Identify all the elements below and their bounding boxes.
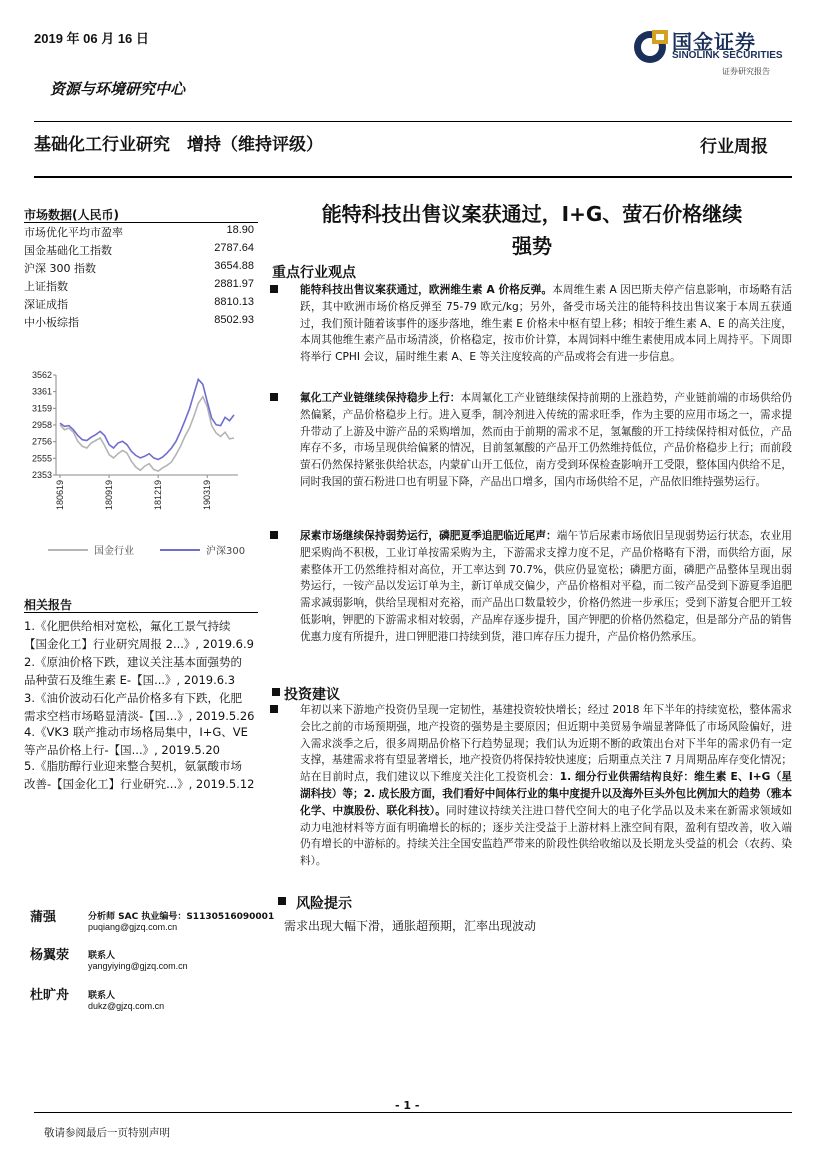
view-paragraph: 尿素市场继续保持弱势运行，磷肥夏季追肥临近尾声：端午节后尿素市场依旧呈现弱势运行状态，农业用肥采购尚不积极，工业订单按需采购为主，下游需求支撑力度不足，产品价格略有下滑，而供给方面，尿素整体开工仍然维持相对高位，开工率达到 70.7%，供应仍显宽松；磷肥方面，磷肥产品整体呈现出弱势运行，一铵产品以发运订单为主，新订单成交偏少，产品价格相对平稳，而二铵产品受到下游夏季追肥需求减弱影响，供给呈现相对充裕，而产品出口数量较少，价格仍然进一步承压；受到下游复合肥开工较低影响，钾肥的下游需求相对较弱，产品库存逐步提升，国产钾肥的价格仍然稳定，但是部分产品的销售优惠力度有所提升，进口钾肥港口持续到货，港口库存压力提升，产品价格仍然承压。: [272, 528, 792, 646]
key-views-heading: 重点行业观点: [272, 265, 356, 281]
bullet-icon: [270, 705, 278, 713]
view-paragraph: 氟化工产业链继续保持稳步上行：本周氟化工产业链继续保持前期的上涨趋势，产业链前端的市场供给仍然偏紧，产品价格稳步上行。进入夏季，制冷剂进入传统的需求旺季，作为主要的应用市场之一，需求提升带动了上游及中游产品的采购增加，然而由于前期的需求不足，氢氟酸的开工持续保持相对低位，产品库存不多，市场呈现供给偏紧的情况，目前氢氟酸的产品开工仍然维持低位，产品价格稳步上行；而前段萤石仍然保持紧张供给状态，内蒙矿山开工低位，南方受到环保检查影响开工受限，整体国内供给不足，同时我国的萤石粉进口也有明显下降，产品出口增多，国内市场供给不足，产品依旧维持强势运行。: [272, 390, 792, 491]
invest-paragraph: 年初以来下游地产投资仍呈现一定韧性，基建投资较快增长；经过 2018 年下半年的持续宽松，整体需求会比之前的市场预期强，地产投资的强势是主要原因；但近期中美贸易争端显著降低了市场风险偏好，进入需求淡季之后，很多周期品价格下行趋势显现；我们认为近期不断的政策出台对下半年的需求仍有一定支撑，基建需求将有望显著增长，地产投资仍将保持较快速度；后期重点关注 7 月周期品库存变化情况；站在目前时点，我们建议以下维度关注化工投资机会：1. 细分行业供需结构良好：维生素 E、I+G（星湖科技）等；2. 成长股方面，我们看好中间体行业的集中度提升以及海外巨头外包比例加大的趋势（雅本化学、中旗股份、联化科技）。同时建议持续关注进口替代空间大的电子化学品以及未来在新需求领域如动力电池材料等方面有明确增长的标的；逐步关注受益于上游材料上涨空间有限，盈利有望改善，收入端仍有增长的中游标的。持续关注全国安监趋严带来的阶段性供给收缩以及长期龙头受益的机会（农药、染料）。: [272, 702, 792, 870]
market-row: 市场优化平均市盈率 18.90: [24, 224, 254, 239]
report-title: 能特科技出售议案获通过，I+G、萤石价格继续 强势: [321, 202, 743, 258]
invest-heading: 投资建议: [284, 684, 340, 704]
logo-english-name: SINOLINK SECURITIES: [672, 50, 783, 61]
logo-mark-icon: [630, 26, 670, 68]
report-date: 2019 年 06 月 16 日: [34, 31, 149, 46]
series-line-industry: [60, 397, 234, 471]
related-report-item[interactable]: 1.《化肥供给相对宽松，氟化工景气持续 【国金化工】行业研究周报 2...》, 2019.6.9: [24, 619, 254, 651]
y-tick-label: 2958: [31, 419, 52, 430]
y-tick-label: 3562: [31, 370, 52, 380]
header-divider: [34, 121, 792, 122]
section-bullet-icon: [272, 688, 280, 696]
analyst-role: 联系人: [88, 951, 116, 961]
bullet-icon: [270, 531, 278, 539]
section-bullet-icon: [278, 897, 286, 905]
analyst-email[interactable]: puqiang@gjzq.com.cn: [88, 922, 178, 932]
view-paragraph: 能特科技出售议案获通过，欧洲维生素 A 价格反弹。本周维生素 A 因巴斯夫停产信息影响，市场略有活跃，其中欧洲市场价格反弹至 75-79 欧元/kg；另外，备受市场关注的能特科技出售议案于本周五获通过，我们预计随着该事件的逐步落地，维生素 E 价格未中枢有望上移；相较于维生素 A、E 的高关注度，本周其他维生素产品市场清淡，价格稳定，按市价计算，本周饲料中维生素使用成本同上周持平。下周即将举行 CPHI 会议，届时维生素 A、E 等关注度较高的产品或将会有进一步信息。: [272, 282, 792, 366]
logo-subtitle: 证券研究报告: [722, 67, 770, 76]
analyst-email[interactable]: yangyiying@gjzq.com.cn: [88, 961, 188, 971]
analyst-name: 蒲强: [30, 910, 57, 925]
analyst-email[interactable]: dukz@gjzq.com.cn: [88, 1001, 165, 1011]
related-report-item[interactable]: 2.《原油价格下跌，建议关注基本面强势的 品种萤石及维生素 E-【国...》, 2019.6.3: [24, 655, 242, 687]
page-number: - 1 -: [395, 1099, 420, 1112]
y-tick-label: 2756: [31, 436, 52, 447]
related-report-item[interactable]: 3.《油价波动石化产品价格多有下跌，化肥 需求空档市场略显清淡-【国...》, 2019.5.26: [24, 691, 255, 723]
research-center: 资源与环境研究中心: [50, 80, 186, 98]
legend-swatch-hs300: [160, 549, 200, 551]
related-reports-heading: 相关报告: [24, 598, 73, 612]
y-tick-label: 3159: [31, 403, 52, 414]
disclaimer: 敬请参阅最后一页特别声明: [44, 1127, 170, 1139]
y-tick-label: 2353: [31, 470, 52, 480]
bullet-icon: [270, 393, 278, 401]
index-line-chart: [20, 365, 260, 565]
analyst-name: 杨翼荥: [30, 948, 70, 963]
x-tick-label: 190319: [202, 480, 213, 511]
related-report-item[interactable]: 5.《脂肪醇行业迎来整合契机，氨氯酸市场 改善-【国金化工】行业研究...》, 2019.5.12: [24, 759, 255, 791]
market-row: 深证成指 8810.13: [24, 296, 254, 311]
report-type: 行业周报: [700, 137, 768, 157]
risk-text: 需求出现大幅下滑，通胀超预期，汇率出现波动: [284, 919, 537, 933]
risk-heading: 风险提示: [296, 893, 352, 913]
related-rule: [24, 612, 258, 613]
market-row: 沪深 300 指数 3654.88: [24, 260, 254, 275]
market-data-rule: [24, 222, 258, 223]
x-tick-label: 180619: [55, 480, 65, 511]
related-report-item[interactable]: 4.《VK3 联产推动市场格局集中，I+G、VE 等产品价格上行-【国...》, 2019.5.20: [24, 725, 248, 757]
x-tick-label: 181219: [153, 480, 164, 511]
title-divider: [34, 176, 792, 178]
legend-label-hs300: 沪深300: [206, 546, 246, 557]
legend-label-industry: 国金行业: [94, 546, 134, 557]
analyst-name: 杜旷舟: [30, 988, 70, 1003]
footer-divider: [34, 1112, 792, 1113]
market-row: 国金基础化工指数 2787.64: [24, 242, 254, 257]
x-tick-label: 180919: [104, 480, 115, 511]
market-row: 上证指数 2881.97: [24, 278, 254, 293]
chart-legend: [48, 542, 245, 557]
bullet-icon: [270, 285, 278, 293]
analyst-role: 分析师 SAC 执业编号：S1130516090001: [88, 912, 275, 922]
y-tick-label: 3361: [31, 386, 52, 397]
logo-name: 国金证券: [672, 30, 756, 54]
legend-swatch-industry: [48, 549, 88, 551]
analyst-role: 联系人: [88, 991, 116, 1001]
market-row: 中小板综指 8502.93: [24, 314, 254, 329]
market-data-heading: 市场数据(人民币): [24, 208, 119, 222]
industry-rating-title: 基础化工行业研究 增持（维持评级）: [34, 135, 323, 155]
y-tick-label: 2555: [31, 453, 52, 464]
